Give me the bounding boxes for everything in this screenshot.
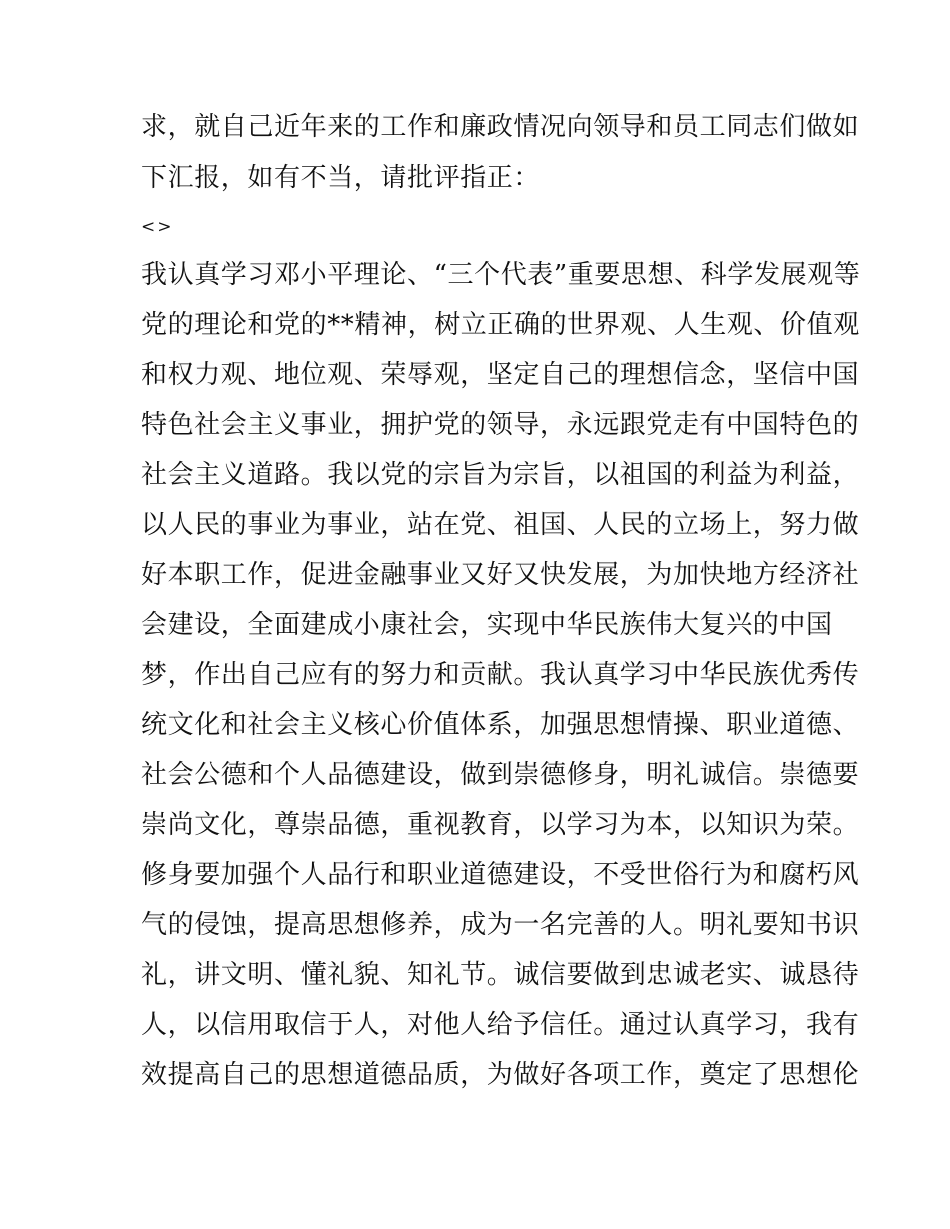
paragraph-line: 统文化和社会主义核心价值体系，加强思想情操、职业道德、 (141, 710, 860, 740)
paragraph-line: 会建设，全面建成小康社会，实现中华民族伟大复兴的中国 (141, 610, 833, 640)
paragraph-line: 效提高自己的思想道德品质，为做好各项工作，奠定了思想伦 (141, 1060, 860, 1090)
paragraph-line: 修身要加强个人品行和职业道德建设，不受世俗行为和腐朽风 (141, 860, 860, 890)
paragraph-line: 求，就自己近年来的工作和廉政情况向领导和员工同志们做如 (141, 112, 860, 142)
section-marker: <> (141, 217, 174, 237)
paragraph-line: 我认真学习邓小平理论、“三个代表”重要思想、科学发展观等 (141, 260, 861, 290)
paragraph-line: 礼，讲文明、懂礼貌、知礼节。诚信要做到忠诚老实、诚恳待 (141, 960, 860, 990)
paragraph-line: 和权力观、地位观、荣辱观，坚定自己的理想信念，坚信中国 (141, 360, 860, 390)
paragraph-line: 党的理论和党的**精神，树立正确的世界观、人生观、价值观 (141, 310, 860, 340)
paragraph-line: 崇尚文化，尊崇品德，重视教育，以学习为本，以知识为荣。 (141, 810, 860, 840)
paragraph-line: 社会主义道路。我以党的宗旨为宗旨，以祖国的利益为利益， (141, 460, 860, 490)
paragraph-line: 特色社会主义事业，拥护党的领导，永远跟党走有中国特色的 (141, 410, 860, 440)
paragraph-line: 好本职工作，促进金融事业又好又快发展，为加快地方经济社 (141, 560, 860, 590)
paragraph-line: 气的侵蚀，提高思想修养，成为一名完善的人。明礼要知书识 (141, 910, 860, 940)
paragraph-line: 下汇报，如有不当，请批评指正： (141, 163, 541, 193)
paragraph-line: 以人民的事业为事业，站在党、祖国、人民的立场上，努力做 (141, 510, 860, 540)
paragraph-line: 人，以信用取信于人，对他人给予信任。通过认真学习，我有 (141, 1010, 860, 1040)
paragraph-line: 梦，作出自己应有的努力和贡献。我认真学习中华民族优秀传 (141, 660, 860, 690)
paragraph-line: 社会公德和个人品德建设，做到崇德修身，明礼诚信。崇德要 (141, 760, 860, 790)
